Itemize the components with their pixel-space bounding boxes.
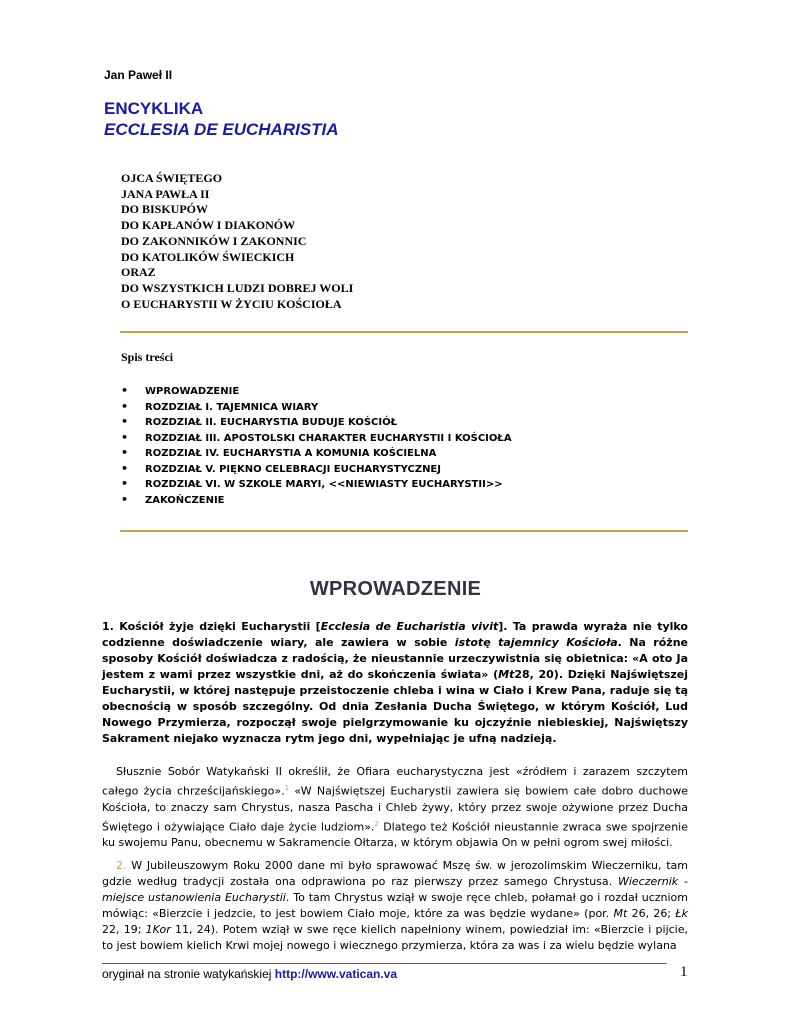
- text-run: Dlatego też Kościół nieustannie zwraca swe spojrzenie ku swojemu Panu, obecnemu w Sakramencie Ołtarza, w którym objawia On w pełni ogrom swej miłości.: [102, 820, 688, 850]
- toc-item-label: ROZDZIAŁ V. PIĘKNO CELEBRACJI EUCHARYSTYCZNEJ: [145, 463, 441, 475]
- text-run: . Na różne sposoby Kościół doświadcza z radością, że nieustannie urzeczywistnia się obietnica: «A oto Ja jestem z wami przez wszystkie dni, aż do skończenia świata» (: [102, 636, 688, 681]
- footer-text: oryginał na stronie watykańskiej: [102, 967, 275, 981]
- addressee-line: ORAZ: [121, 265, 156, 280]
- addressees-block: [121, 171, 353, 312]
- bullet-icon: •: [121, 461, 129, 475]
- addressee-line: DO KAPŁANÓW I DIAKONÓW: [121, 218, 296, 233]
- toc-item-label: ROZDZIAŁ II. EUCHARYSTIA BUDUJE KOŚCIÓŁ: [145, 417, 398, 428]
- text-run: 28, 20). Dzięki Najświętszej Eucharystii, w której następuje przeistoczenie chleba i wina w Ciało i Krew Pana, raduje się tą obecnością w sposób szczególny. Od dnia Zesłania Ducha Świętego, w którym Kościół, Lud Nowego Przymierza, rozpoczął swoje pielgrzymowanie ku ojczyźnie niebieskiej, Najświętszy Sakrament niejako wyznacza rytm jego dni, wypełniając je ufną nadzieją.: [102, 668, 688, 745]
- toc-item-chapter-6[interactable]: [121, 476, 512, 492]
- paragraph-3: [102, 858, 688, 954]
- divider-rule-bottom: [120, 530, 688, 532]
- toc-item-zakonczenie[interactable]: [121, 492, 512, 508]
- addressee-line: O EUCHARYSTII W ŻYCIU KOŚCIOŁA: [121, 296, 342, 311]
- author-name: Jan Paweł II: [104, 68, 173, 82]
- footnote-ref-2[interactable]: 2: [374, 819, 379, 828]
- toc-item-label: ROZDZIAŁ VI. W SZKOLE MARYI, <<NIEWIASTY EUCHARYSTII>>: [145, 479, 503, 490]
- addressee-line: OJCA ŚWIĘTEGO: [121, 171, 223, 185]
- footer-rule: [102, 963, 667, 964]
- addressee-line: JANA PAWŁA II: [121, 186, 210, 201]
- text-run: 11, 24). Potem wziął w swe ręce kielich napełniony winem, powiedział im: «Bierzcie i pijcie, to jest bowiem kielich Krwi mojej nowego i wiecznego przymierza, która za was i za wielu będzie wylana: [102, 923, 688, 952]
- addressee-line: DO ZAKONNIKÓW I ZAKONNIC: [121, 233, 307, 248]
- bullet-icon: •: [121, 415, 129, 428]
- text-run-italic: Łk: [675, 907, 689, 920]
- bullet-icon: •: [121, 492, 129, 506]
- table-of-contents: [121, 383, 512, 507]
- document-title-line1: ENCYKLIKA: [104, 99, 204, 118]
- text-run: 22, 19;: [102, 923, 146, 936]
- toc-item-chapter-4[interactable]: [121, 445, 512, 461]
- footnote-ref-1[interactable]: 1: [284, 784, 290, 792]
- toc-item-chapter-2[interactable]: [121, 414, 512, 430]
- toc-item-label: ROZDZIAŁ I. TAJEMNICA WIARY: [145, 401, 319, 413]
- addressee-line: DO WSZYSTKICH LUDZI DOBREJ WOLI: [121, 280, 354, 295]
- footer-source: [102, 967, 397, 981]
- text-run: Słusznie Sobór Watykański II określił, że Ofiara eucharystyczna jest «źródłem i zarazem szczytem całego życia chrześcijańskiego».: [102, 765, 688, 798]
- toc-item-chapter-5[interactable]: [121, 461, 512, 477]
- addressee-line: DO BISKUPÓW: [121, 202, 209, 217]
- paragraph-2: [102, 764, 688, 851]
- document-title-line2: ECCLESIA DE EUCHARISTIA: [104, 120, 339, 139]
- bullet-icon: •: [121, 477, 129, 490]
- text-run: W Jubileuszowym Roku 2000 dane mi było sprawować Mszę św. w jerozolimskim Wieczerniku, tam gdzie według tradycji została ona odprawiona po raz pierwszy przez samego Chrystusa.: [102, 859, 688, 888]
- toc-item-wprowadzenie[interactable]: [121, 383, 512, 399]
- page-number: 1: [680, 964, 688, 980]
- text-run: . To tam Chrystus wziął w swoje ręce chleb, połamał go i rozdał uczniom mówiąc: «Bierzcie i jedzcie, to jest bowiem Ciało moje, które za was będzie wydane» (por.: [102, 891, 688, 920]
- toc-item-label: ZAKOŃCZENIE: [145, 494, 225, 506]
- paragraph-number: 2.: [116, 859, 127, 872]
- text-run-italic: Ecclesia de Eucharistia vivit: [320, 620, 499, 633]
- text-run-italic: Mt: [498, 668, 515, 681]
- text-run-italic: Wieczernik - miejsce ustanowienia Eucharystii: [102, 875, 688, 904]
- bullet-icon: •: [121, 446, 129, 459]
- toc-item-chapter-3[interactable]: [121, 430, 512, 446]
- bullet-icon: •: [121, 384, 129, 397]
- bullet-icon: •: [121, 399, 129, 413]
- section-heading: WPROWADZENIE: [309, 578, 482, 600]
- bullet-icon: •: [121, 430, 129, 444]
- vatican-link[interactable]: http://www.vatican.va: [274, 967, 398, 981]
- toc-item-label: WPROWADZENIE: [145, 386, 240, 397]
- toc-item-label: ROZDZIAŁ III. APOSTOLSKI CHARAKTER EUCHARYSTII I KOŚCIOŁA: [145, 432, 512, 444]
- toc-title: Spis treści: [121, 350, 174, 364]
- text-run: 26, 26;: [627, 907, 676, 920]
- addressee-line: DO KATOLIKÓW ŚWIECKICH: [121, 249, 295, 264]
- paragraph-1: [102, 619, 688, 747]
- divider-rule-top: [120, 331, 688, 333]
- toc-item-chapter-1[interactable]: [121, 399, 512, 415]
- text-run-italic: istotę tajemnicy Kościoła: [454, 636, 618, 649]
- text-run: 1. Kościół żyje dzięki Eucharystii [: [102, 620, 321, 633]
- text-run-italic: Mt: [613, 907, 628, 920]
- text-run: ]. Ta prawda wyraża nie tylko codzienne doświadczenie wiary, ale zawiera w sobie: [102, 620, 688, 649]
- text-run-italic: 1Kor: [145, 923, 171, 936]
- text-run: «W Najświętszej Eucharystii zawiera się bowiem całe dobro duchowe Kościoła, to znaczy sam Chrystus, nasza Pascha i Chleb żywy, który przez swoje ożywione przez Ducha Świętego i ożywiające Ciało daje życie ludziom».: [102, 784, 688, 834]
- toc-item-label: ROZDZIAŁ IV. EUCHARYSTIA A KOMUNIA KOŚCIELNA: [145, 448, 437, 459]
